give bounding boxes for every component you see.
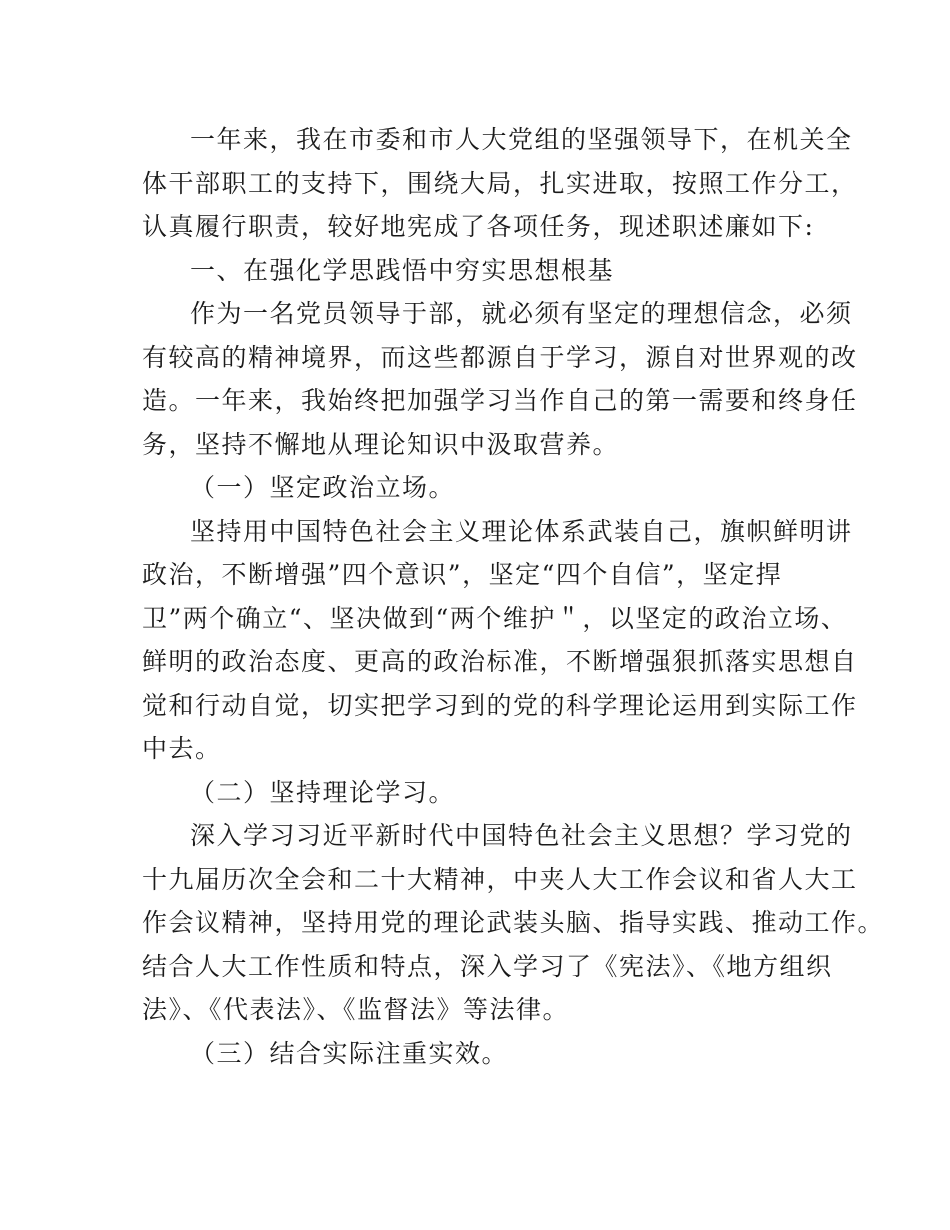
subsection-heading: （二）坚持理论学习。 <box>190 777 456 807</box>
subsection-heading: （三）结合实际注重实效。 <box>190 1038 509 1068</box>
paragraph-line: 体干部职工的支持下，围绕大局，扎实进取，按照工作分工， <box>142 168 858 198</box>
paragraph-line: 政治，不断增强”四个意识”，坚定“四个自信”，坚定捍 <box>142 560 783 589</box>
paragraph-line: 造。一年来，我始终把加强学习当作自己的第一需要和终身任 <box>142 386 858 415</box>
paragraph-line: 觉和行动自觉，切实把学习到的党的科学理论运用到实际工作 <box>142 690 858 720</box>
paragraph-line: 务，坚持不懈地从理论知识中汲取营养。 <box>142 429 620 459</box>
paragraph-line: 卫”两个确立“、坚决做到“两个维护＂，以坚定的政治立场、 <box>142 603 848 633</box>
paragraph-line: 中去。 <box>142 734 222 763</box>
paragraph-line: 作会议精神，坚持用党的理论武装头脑、指导实践、推动工作。 <box>142 908 885 937</box>
paragraph-line: 坚持用中国特色社会主义理论体系武装自己，旗帜鲜明讲 <box>190 516 853 546</box>
section-heading: 一、在强化学思践悟中穷实思想根基 <box>190 255 615 285</box>
paragraph-line: 有较高的精神境界，而这些都源自于学习，源自对世界观的改 <box>142 342 858 372</box>
paragraph-line: 深入学习习近平新时代中国特色社会主义思想？学习党的 <box>190 821 853 850</box>
paragraph-line: 鲜明的政治态度、更高的政治标准，不断增强狠抓落实思想自 <box>142 647 858 676</box>
paragraph-line: 结合人大工作性质和特点，深入学习了《宪法》、《地方组织 <box>142 951 833 981</box>
paragraph-line: 十九届历次全会和二十大精神，中夹人大工作会议和省人大工 <box>142 864 858 894</box>
paragraph-line: 作为一名党员领导于部，就必须有坚定的理想信念，必须 <box>190 299 853 328</box>
paragraph-line: 一年来，我在市委和市人大党组的坚强领导下，在机关全 <box>190 125 853 154</box>
paragraph-line: 法》、《代表法》、《监督法》等法律。 <box>142 995 570 1024</box>
document-body <box>142 118 885 1075</box>
paragraph-line: 认真履行职责，较好地宪成了各项任务，现述职述廉如下: <box>142 212 815 241</box>
subsection-heading: （一）坚定政治立场。 <box>190 473 456 502</box>
